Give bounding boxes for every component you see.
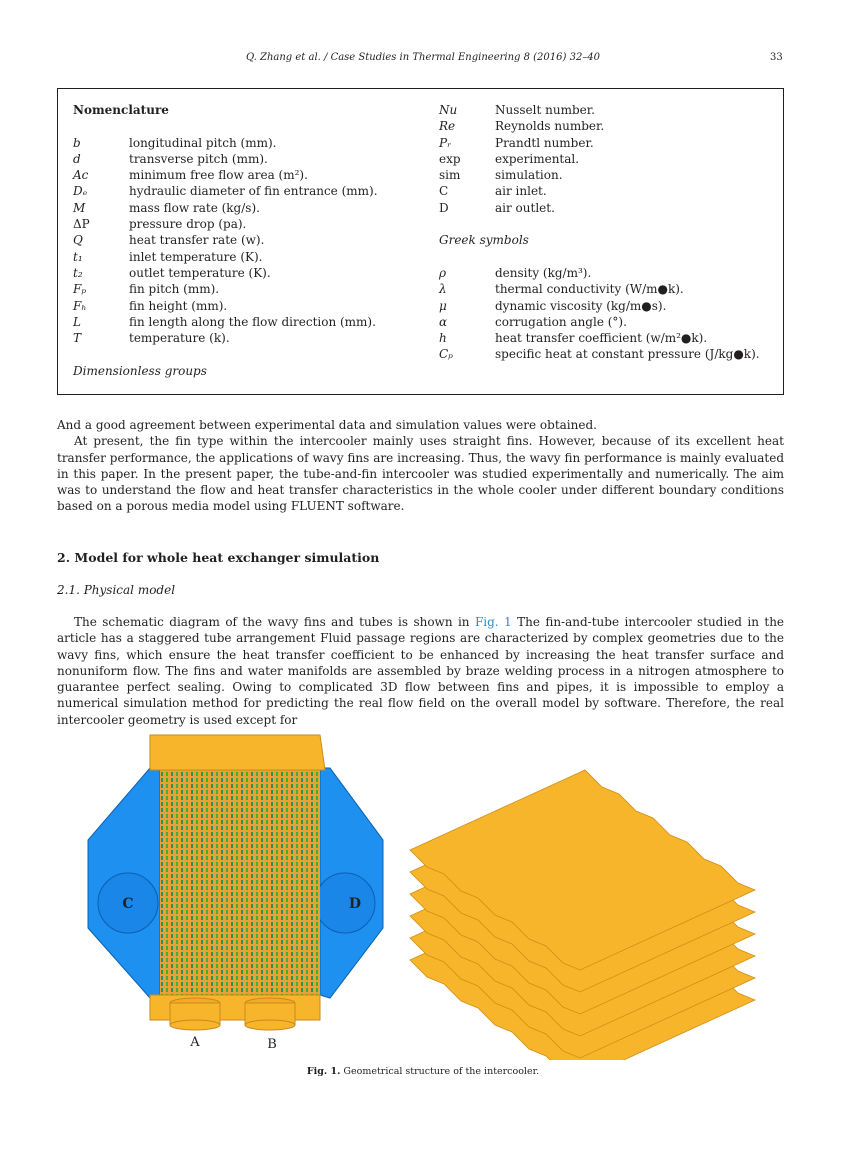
symbol: ρ [439, 265, 447, 280]
nomenclature-entry [439, 346, 779, 362]
symbol: μ [439, 298, 447, 313]
paragraph-text: The schematic diagram of the wavy fins and tubes is shown in [74, 615, 475, 629]
nomenclature-entry [439, 265, 779, 281]
wavy-fin-stack [410, 770, 755, 1060]
definition: simulation. [495, 168, 563, 183]
symbol: L [73, 314, 81, 329]
nomenclature-entry [73, 281, 433, 297]
nomenclature-entry [439, 151, 779, 167]
definition: longitudinal pitch (mm). [129, 135, 277, 150]
symbol: sim [439, 168, 461, 183]
symbol: C [439, 184, 449, 199]
greek-title: Greek symbols [439, 233, 529, 248]
symbol: Fₕ [73, 298, 87, 313]
nomenclature-entry [73, 249, 433, 265]
nomenclature-entry [73, 330, 433, 346]
dimensionless-title: Dimensionless groups [73, 363, 207, 378]
page-number: 33 [770, 52, 783, 63]
symbol: d [73, 151, 81, 166]
intro-paragraph-1: And a good agreement between experimental data and simulation values were obtained. [57, 418, 597, 432]
definition: corrugation angle (°). [495, 314, 627, 329]
top-manifold [150, 735, 325, 770]
nomenclature-box [57, 88, 784, 395]
nomenclature-entry [73, 167, 433, 183]
symbol: t₁ [73, 249, 83, 264]
definition: air outlet. [495, 200, 555, 215]
definition: inlet temperature (K). [129, 249, 263, 264]
outlet-port-d [315, 873, 375, 933]
intro-paragraph-2: At present, the fin type within the intercooler mainly uses straight fins. However, because of its excellent heat transfer performance, the applications of wavy fins are increasing. Thus, the wavy fin performance is mainly evaluated in this paper. In the present paper, the tube-and-fin intercooler was studied experimentally and numerically. The aim was to understand the flow and heat transfer characteristics in the whole cooler under different boundary conditions based on a porous media model using FLUENT software. [57, 434, 784, 514]
symbol: exp [439, 151, 461, 166]
nomenclature-left [73, 102, 433, 379]
intro-text [57, 417, 784, 515]
nomenclature-entry [439, 183, 779, 199]
definition: heat transfer coefficient (w/m²●k). [495, 331, 708, 346]
nomenclature-entry [73, 314, 433, 330]
intercooler-assembly [88, 735, 383, 1052]
symbol: M [73, 200, 86, 215]
running-header: Q. Zhang et al. / Case Studies in Thermal Engineering 8 (2016) 32–40 [245, 52, 601, 63]
nomenclature-entry [73, 151, 433, 167]
caption-label: Fig. 1. [306, 1066, 341, 1077]
definition: fin length along the flow direction (mm). [129, 314, 376, 329]
nomenclature-entry [73, 265, 433, 281]
symbol: Cₚ [439, 347, 453, 362]
nomenclature-entry [439, 281, 779, 297]
definition: specific heat at constant pressure (J/kg●k). [495, 347, 760, 362]
figure-intercooler [80, 730, 770, 1060]
definition: density (kg/m³). [495, 265, 592, 280]
label-a: A [190, 1035, 200, 1050]
nomenclature-entry [439, 314, 779, 330]
definition: outlet temperature (K). [129, 265, 271, 280]
definition: fin height (mm). [129, 298, 228, 313]
symbol: h [439, 331, 447, 346]
nomenclature-entry [439, 167, 779, 183]
symbol: Ac [73, 168, 89, 183]
definition: fin pitch (mm). [129, 282, 220, 297]
nomenclature-entry [73, 232, 433, 248]
definition: heat transfer rate (w). [129, 233, 265, 248]
symbol: α [439, 314, 448, 329]
section-heading: 2. Model for whole heat exchanger simulation [57, 550, 380, 565]
nomenclature-entry [439, 118, 779, 134]
nomenclature-entry [73, 183, 433, 199]
paragraph-text: The fin-and-tube intercooler studied in the article has a staggered tube arrangement Fluid passage regions are characterized by complex geometries due to the wavy fins, which ensure the heat transfer coefficient to be enhanced by increasing the heat transfer surface and nonuniform flow. The fins and water manifolds are assembled by braze welding process in a nitrogen atmosphere to guarantee perfect sealing. Owing to complicated 3D flow between fins and pipes, it is impossible to employ a numerical simulation method for predicting the real flow field on the overall model by software. Therefore, the real intercooler geometry is used except for [57, 615, 785, 727]
symbol: Q [73, 233, 83, 248]
symbol: λ [439, 282, 447, 297]
definition: pressure drop (pa). [129, 217, 247, 232]
definition: dynamic viscosity (kg/m●s). [495, 298, 667, 313]
caption-text: Geometrical structure of the intercooler. [340, 1066, 540, 1077]
definition: Reynolds number. [495, 119, 605, 134]
symbol: Fₚ [73, 282, 87, 297]
nomenclature-title: Nomenclature [73, 103, 169, 117]
definition: experimental. [495, 151, 580, 166]
section-paragraph [57, 614, 784, 728]
nomenclature-right [439, 102, 779, 363]
symbol: Dₑ [73, 184, 88, 199]
symbol: t₂ [73, 265, 83, 280]
symbol: Pᵣ [439, 135, 452, 150]
nomenclature-entry [73, 298, 433, 314]
nomenclature-entry [439, 200, 779, 216]
definition: mass flow rate (kg/s). [129, 200, 260, 215]
symbol: ΔP [73, 217, 90, 232]
subsection-heading: 2.1. Physical model [57, 583, 176, 597]
symbol: Re [439, 119, 456, 134]
definition: air inlet. [495, 184, 547, 199]
symbol: b [73, 135, 81, 150]
definition: hydraulic diameter of fin entrance (mm). [129, 184, 378, 199]
definition: temperature (k). [129, 331, 230, 346]
definition: Nusselt number. [495, 103, 595, 117]
label-b: B [267, 1037, 277, 1052]
nomenclature-entry [439, 102, 779, 118]
definition: minimum free flow area (m²). [129, 168, 308, 183]
nomenclature-entry [73, 135, 433, 151]
definition: Prandtl number. [495, 135, 594, 150]
nomenclature-entry [439, 135, 779, 151]
symbol: D [439, 200, 449, 215]
nomenclature-entry [73, 200, 433, 216]
symbol: Nu [439, 103, 458, 117]
nomenclature-entry [73, 216, 433, 232]
label-c: C [122, 896, 134, 912]
definition: thermal conductivity (W/m●k). [495, 282, 684, 297]
figure-caption [0, 1066, 846, 1077]
definition: transverse pitch (mm). [129, 151, 268, 166]
nomenclature-entry [439, 298, 779, 314]
symbol: T [73, 331, 82, 346]
nomenclature-entry [439, 330, 779, 346]
label-d: D [348, 896, 362, 912]
fig1-link[interactable]: Fig. 1 [474, 615, 512, 629]
